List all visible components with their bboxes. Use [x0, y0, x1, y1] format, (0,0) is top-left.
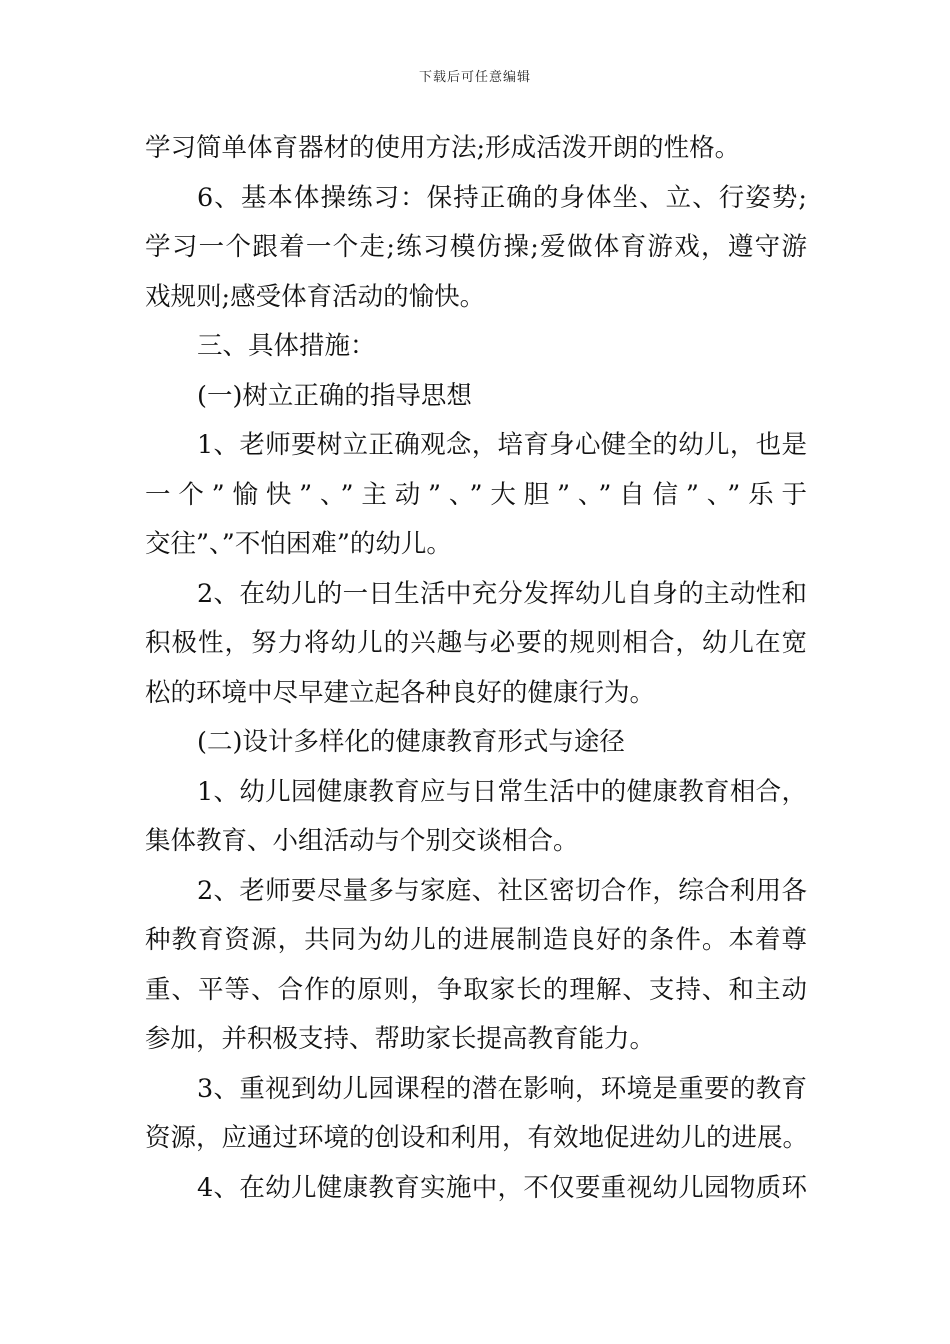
- subsection-heading: (二)设计多样化的健康教育形式与途径: [197, 727, 625, 757]
- text-line: 交往”、”不怕困难”的幼儿。: [145, 529, 452, 559]
- text-line: 集体教育、小组活动与个别交谈相合。: [145, 826, 579, 856]
- text-line: 戏规则;感受体育活动的愉快。: [145, 281, 486, 312]
- text-line: 种教育资源，共同为幼儿的进展制造良好的条件。本着尊: [145, 925, 807, 955]
- text-line: 资源，应通过环境的创设和利用，有效地促进幼儿的进展。: [145, 1123, 809, 1153]
- text-line: 重、平等、合作的原则，争取家长的理解、支持、和主动: [145, 974, 807, 1005]
- text-line: 一个”愉快”、”主动”、”大胆”、”自信”、”乐于: [145, 479, 807, 510]
- subsection-heading: (一)树立正确的指导思想: [197, 380, 472, 411]
- text-line: 1、幼儿园健康教育应与日常生活中的健康教育相合，: [197, 776, 807, 807]
- text-line: 学习简单体育器材的使用方法;形成活泼开朗的性格。: [145, 133, 741, 163]
- text-line: 积极性，努力将幼儿的兴趣与必要的规则相合，幼儿在宽: [145, 628, 807, 658]
- text-line: 6、基本体操练习：保持正确的身体坐、立、行姿势;: [197, 182, 807, 213]
- text-line: 3、重视到幼儿园课程的潜在影响，环境是重要的教育: [197, 1073, 807, 1104]
- text-line: 2、老师要尽量多与家庭、社区密切合作，综合利用各: [197, 875, 807, 906]
- section-heading: 三、具体措施：: [197, 331, 376, 361]
- text-line: 2、在幼儿的一日生活中充分发挥幼儿自身的主动性和: [197, 578, 807, 609]
- text-line: 学习一个跟着一个走;练习模仿操;爱做体育游戏，遵守游: [145, 232, 807, 262]
- text-line: 1、老师要树立正确观念，培育身心健全的幼儿，也是: [197, 430, 807, 460]
- text-line: 参加，并积极支持、帮助家长提高教育能力。: [145, 1024, 656, 1054]
- text-line: 松的环境中尽早建立起各种良好的健康行为。: [145, 677, 656, 708]
- document-body: [145, 124, 807, 1213]
- page-header: 下载后可任意编辑: [418, 70, 531, 85]
- text-line: 4、在幼儿健康教育实施中，不仅要重视幼儿园物质环: [197, 1172, 807, 1203]
